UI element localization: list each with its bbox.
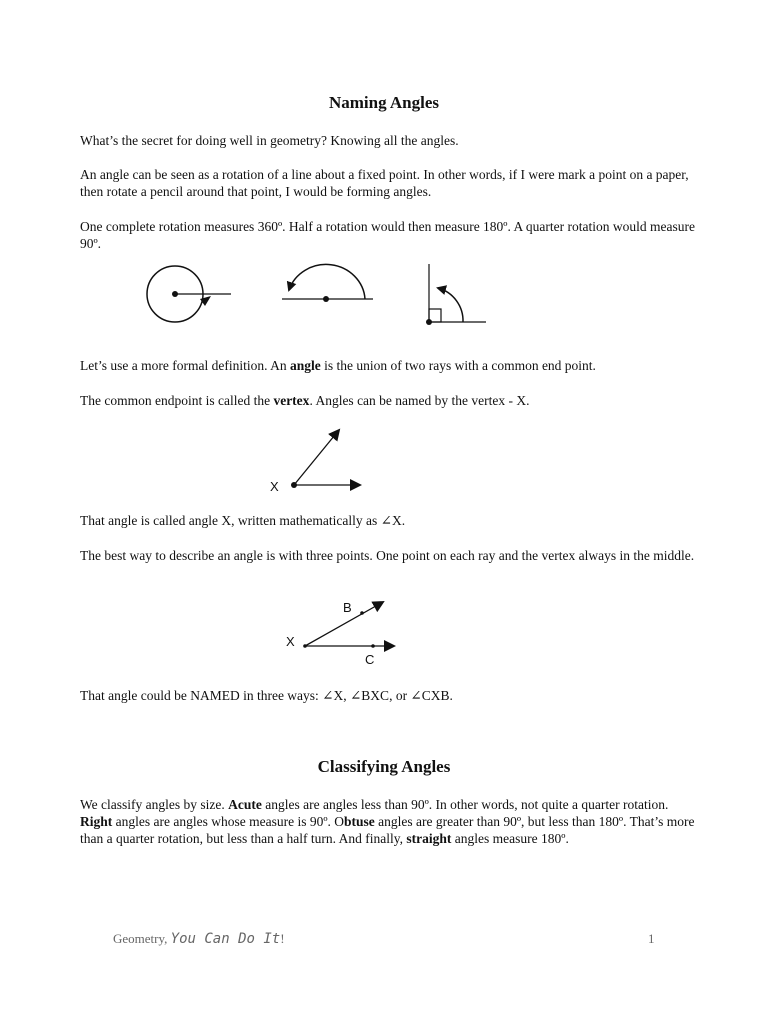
rotation-figures <box>130 258 500 330</box>
classifying-paragraph: We classify angles by size. Acute angles are angles less than 90º. In other words, not quite a quarter rotation. Right angles are angles whose measure is 90º. Obtuse angles are greater than 90º, but less than 180º. That’s more than a quarter rotation, but less than a half turn. And finally, straight angles measure 180º. <box>80 797 695 846</box>
angle-bxc-figure <box>283 595 403 667</box>
measure-paragraph: One complete rotation measures 360º. Half a rotation would then measure 180º. A quarter rotation would measure 90º. <box>80 219 695 251</box>
definition-paragraph: Let’s use a more formal definition. An angle is the union of two rays with a common end point. <box>80 358 596 373</box>
term-obtuse: btuse <box>344 814 375 829</box>
rotation-paragraph: An angle can be seen as a rotation of a line about a fixed point. In other words, if I were mark a point on a paper, then rotate a pencil around that point, I would be forming angles. <box>80 167 689 199</box>
vertex-paragraph: The common endpoint is called the vertex. Angles can be named by the vertex - X. <box>80 393 530 408</box>
vertex-dot <box>303 644 307 648</box>
full-rotation-figure <box>147 266 231 322</box>
vertex-label-x: X <box>270 479 279 494</box>
half-rotation-figure <box>282 264 373 302</box>
quarter-rotation-figure <box>426 264 486 325</box>
page-number: 1 <box>648 931 655 946</box>
vertex-dot <box>323 296 329 302</box>
term-vertex: vertex <box>273 393 310 408</box>
term-straight: straight <box>406 831 452 846</box>
term-right: Right <box>80 814 113 829</box>
angle-x-figure <box>265 425 375 497</box>
label-b: B <box>343 600 352 615</box>
footer-brand: Geometry, <box>113 931 171 946</box>
label-x: X <box>286 634 295 649</box>
point-c <box>371 644 375 648</box>
vertex-dot <box>291 482 297 488</box>
three-points-paragraph: The best way to describe an angle is with three points. One point on each ray and the vertex always in the middle. <box>80 548 695 563</box>
section-title-classifying-angles: Classifying Angles <box>317 757 451 776</box>
intro-paragraph: What’s the secret for doing well in geometry? Knowing all the angles. <box>80 133 459 148</box>
term-acute: Acute <box>228 797 262 812</box>
vertex-dot <box>426 319 432 325</box>
label-c: C <box>365 652 375 667</box>
angle-notation-paragraph: That angle is called angle X, written mathematically as ∠X. <box>80 513 406 528</box>
footer-slogan: You Can Do It <box>170 931 281 947</box>
term-angle: angle <box>289 358 321 373</box>
section-title-naming-angles: Naming Angles <box>328 93 440 112</box>
ray-upper <box>294 430 339 485</box>
page-footer <box>113 930 285 948</box>
naming-ways-paragraph: That angle could be NAMED in three ways: ∠X, ∠BXC, or ∠CXB. <box>80 688 453 703</box>
footer-suffix: ! <box>280 931 285 946</box>
point-b <box>360 611 364 615</box>
vertex-dot <box>172 291 178 297</box>
